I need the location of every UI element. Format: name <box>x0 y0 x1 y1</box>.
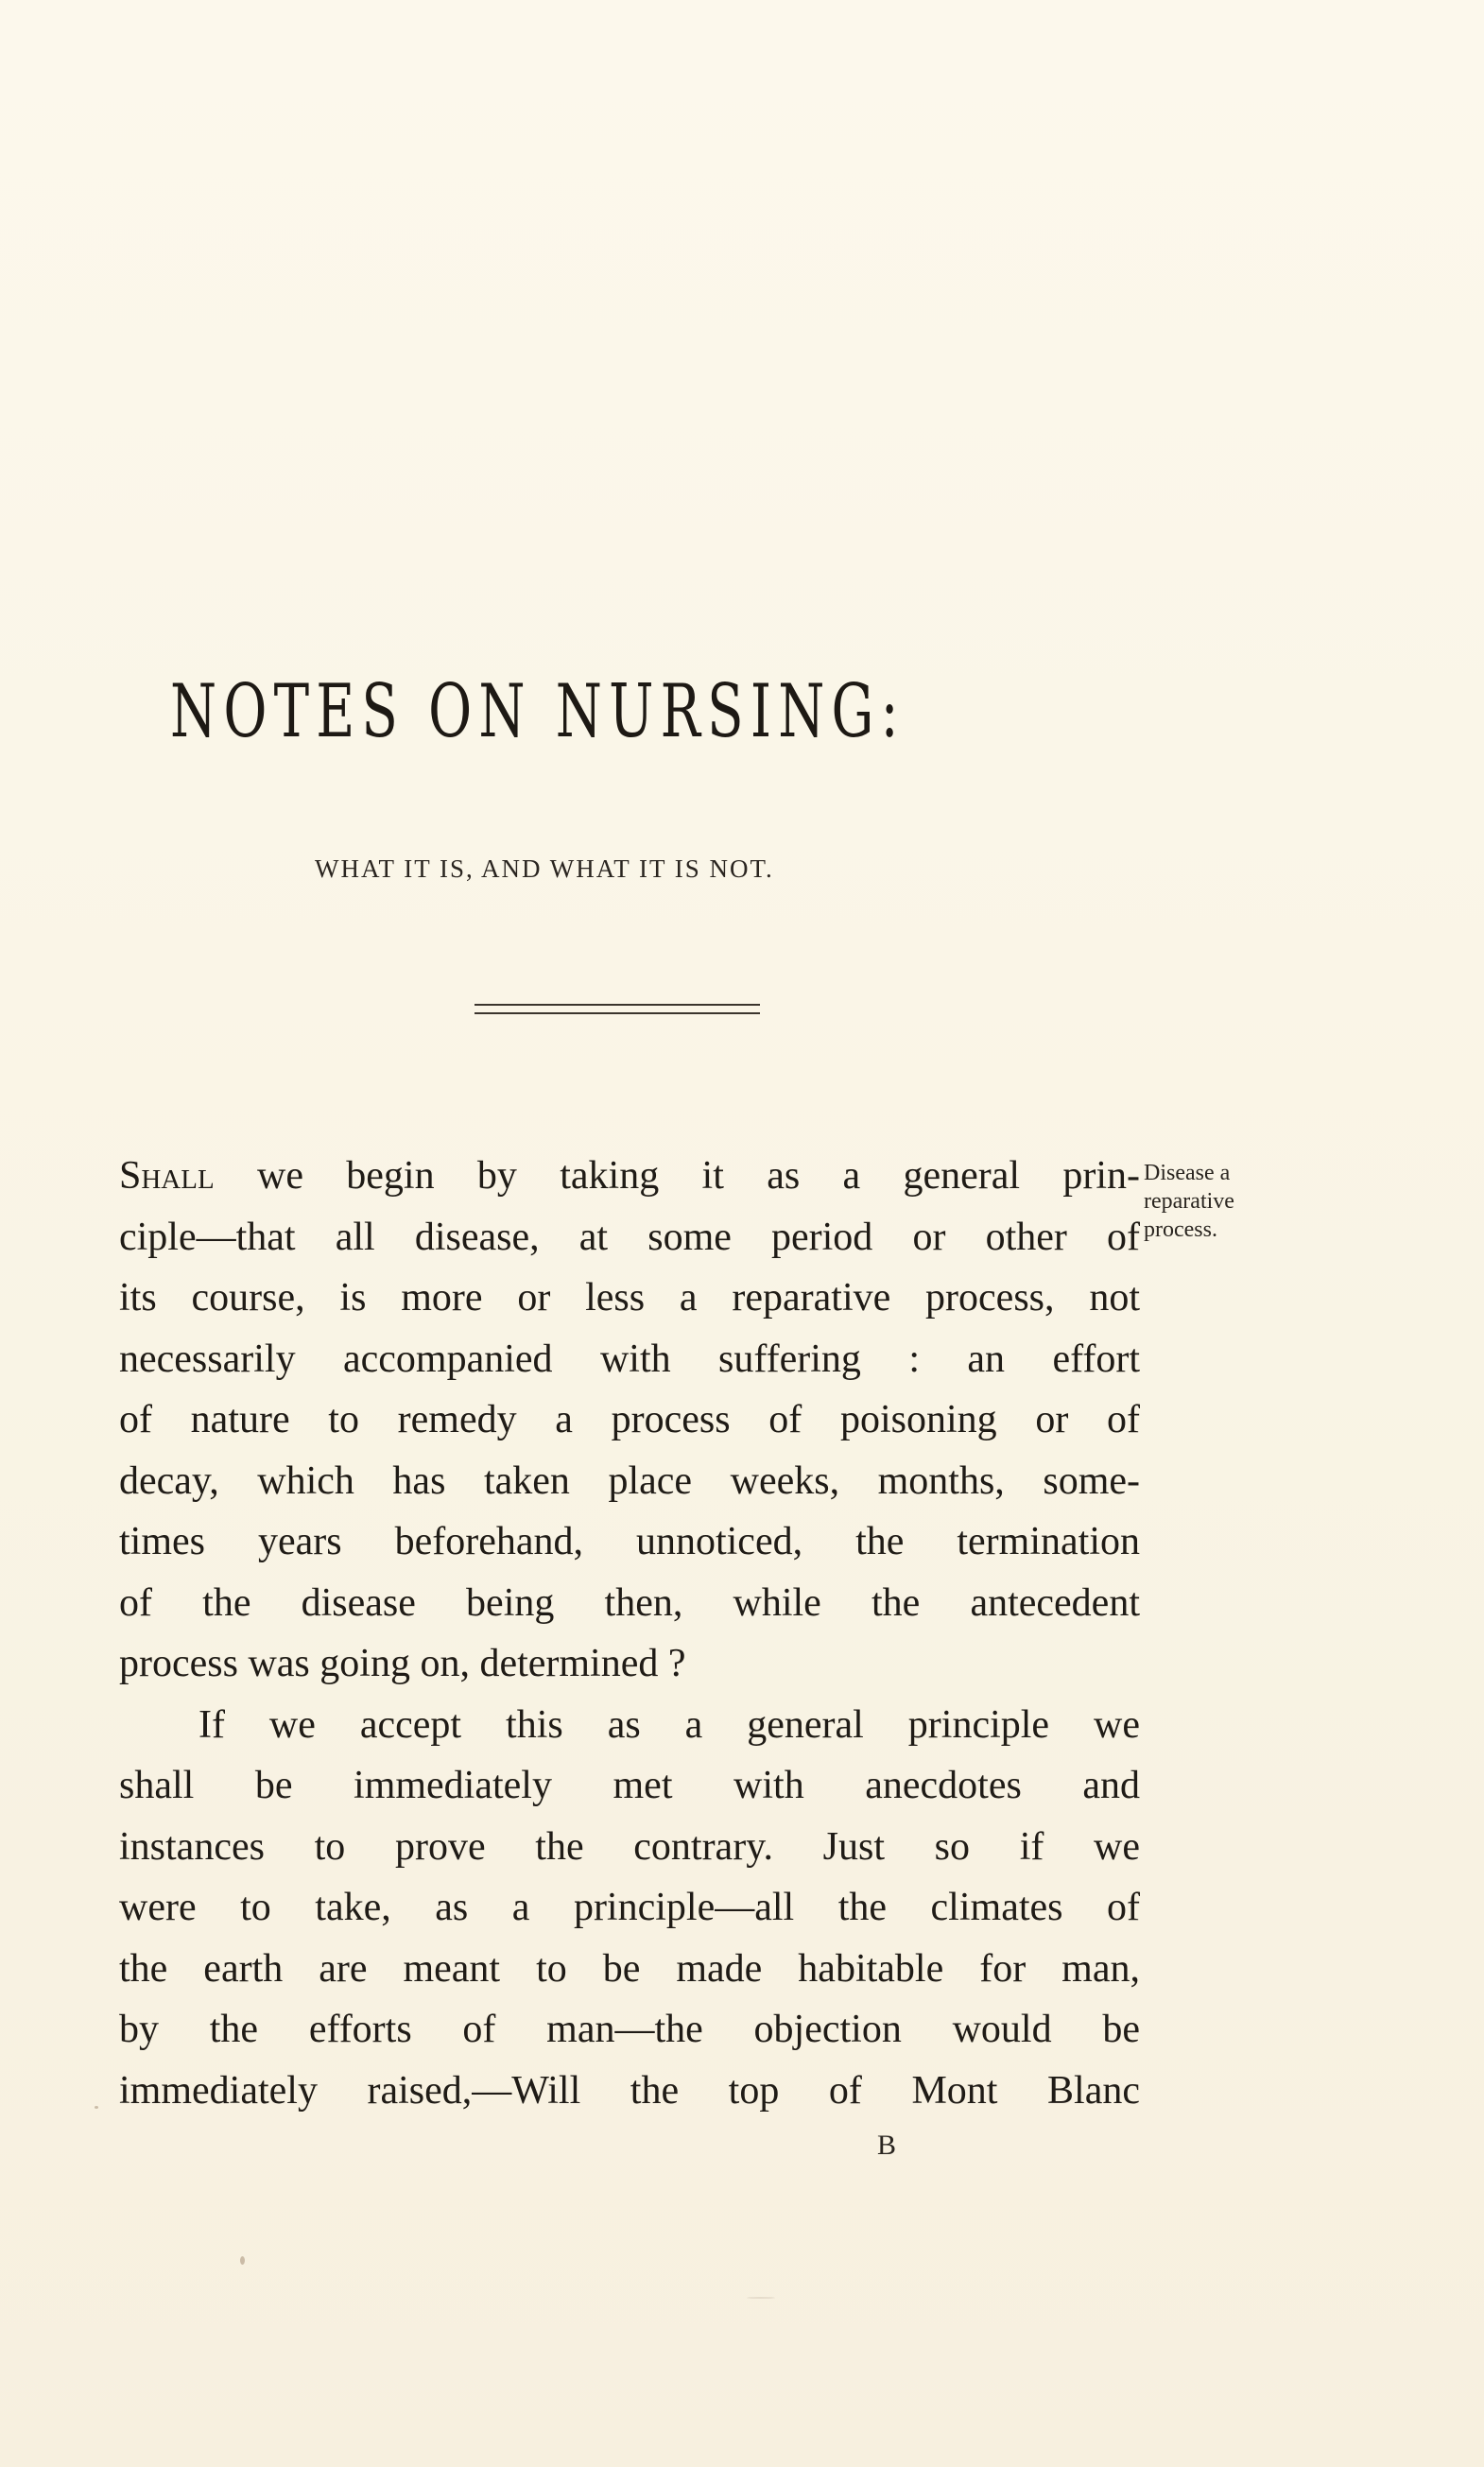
page-subtitle: WHAT IT IS, AND WHAT IT IS NOT. <box>315 854 774 883</box>
rule-line-bottom <box>475 1012 760 1014</box>
text-line: by the efforts of man—the objection would be <box>119 2008 1140 2051</box>
text-line: ciple—that all disease, at some period or other of <box>119 1215 1140 1259</box>
margin-note-line: reparative <box>1144 1189 1234 1214</box>
margin-note-line: Disease a <box>1144 1161 1231 1185</box>
text-line: necessarily accompanied with suffering : an effort <box>119 1337 1140 1381</box>
margin-note-line: process. <box>1144 1217 1217 1242</box>
rule-line-top <box>475 1004 760 1006</box>
text-line <box>119 1146 1140 1207</box>
text-line: its course, is more or less a reparative process, not <box>119 1276 1140 1320</box>
paper-speck <box>240 2256 245 2265</box>
double-rule-divider <box>475 1002 760 1017</box>
text-line-rest: we begin by taking it as a general prin- <box>214 1154 1140 1198</box>
text-line: of nature to remedy a process of poisoning or of <box>119 1398 1140 1441</box>
margin-note <box>1144 1159 1314 1244</box>
paper-speck <box>95 2106 98 2109</box>
text-line: times years beforehand, unnoticed, the termination <box>119 1520 1140 1563</box>
text-line: instances to prove the contrary. Just so if we <box>119 1824 1140 1869</box>
text-line: immediately raised,—Will the top of Mont Blanc <box>119 2068 1140 2113</box>
text-line: decay, which has taken place weeks, months, some- <box>119 1458 1140 1503</box>
text-line: were to take, as a principle—all the climates of <box>119 1886 1140 1929</box>
paper-speck <box>747 2297 775 2299</box>
text-line: process was going on, determined ? <box>119 1642 686 1685</box>
text-line: shall be immediately met with anecdotes and <box>119 1764 1140 1807</box>
page-title: NOTES ON NURSING: <box>170 669 906 754</box>
signature-mark: B <box>877 2130 897 2161</box>
text-line: the earth are meant to be made habitable for man, <box>119 1946 1140 1991</box>
body-text <box>119 1146 1140 2121</box>
text-line: of the disease being then, while the antecedent <box>119 1580 1140 1625</box>
text-line: If we accept this as a general principle we <box>198 1702 1140 1747</box>
first-word-smallcaps: Shall <box>119 1154 215 1198</box>
